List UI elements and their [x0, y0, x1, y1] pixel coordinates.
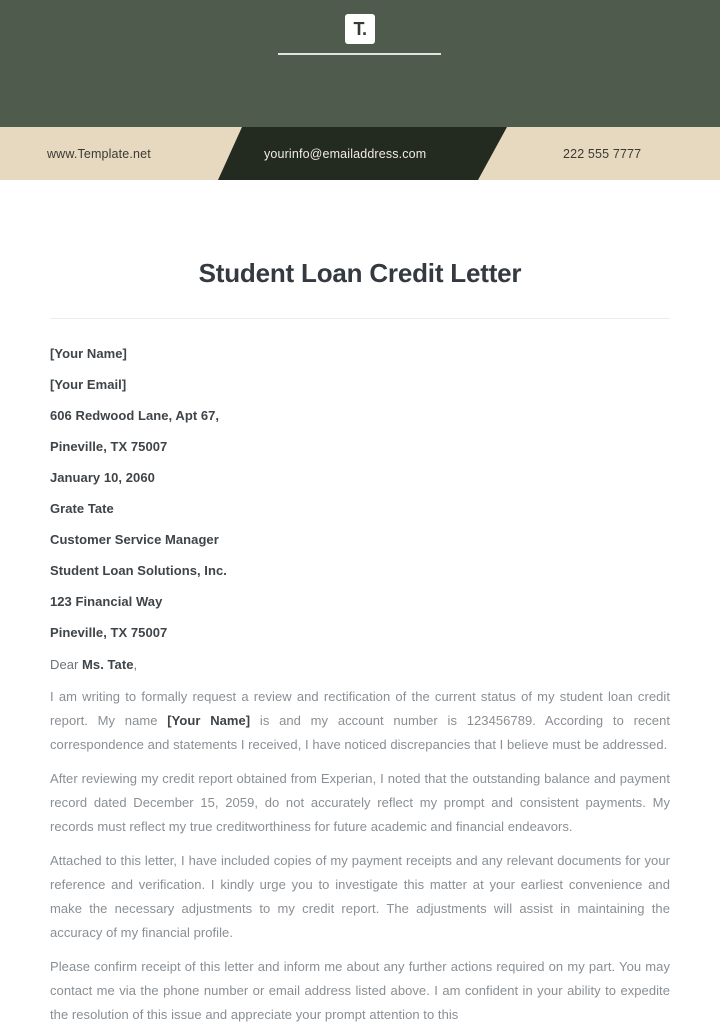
logo-glyph: T.	[353, 18, 367, 39]
page-title: Student Loan Credit Letter	[198, 258, 522, 288]
body-paragraph-1	[50, 685, 670, 757]
body-paragraph-2: After reviewing my credit report obtained from Experian, I noted that the outstanding balance and payment record dated December 15, 2059, do not accurately reflect my prompt and consistent payments. My records must reflect my true creditworthiness for future academic and financial endeavors.	[50, 771, 670, 834]
contact-strip	[0, 127, 720, 180]
document-header	[0, 0, 720, 127]
contact-website[interactable]: www.Template.net	[47, 146, 151, 161]
contact-email[interactable]: yourinfo@emailaddress.com	[264, 146, 427, 161]
template-logo-icon	[345, 14, 375, 44]
salutation-recipient: Ms. Tate	[82, 657, 134, 672]
address-line: Customer Service Manager	[50, 532, 219, 547]
salutation-suffix: ,	[133, 657, 138, 672]
address-line: [Your Email]	[50, 377, 127, 392]
paragraph-1-text-b: is and my account number is 123456789. According to recent correspondence and statements I received, I have noticed discrepancies that I believe must be addressed.	[50, 713, 671, 752]
body-paragraph-3: Attached to this letter, I have included copies of my payment receipts and any relevant documents for your reference and verification. I kindly urge you to investigate this matter at your earliest convenience and make the necessary adjustments to my credit report. The adjustments will assist in maintaining the accuracy of my financial profile.	[50, 853, 670, 940]
contact-phone[interactable]: 222 555 7777	[563, 146, 642, 161]
body-paragraph-4: Please confirm receipt of this letter and inform me about any further actions required on my part. You may contact me via the phone number or email address listed above. I am confident in your ability to expedite the resolution of this issue and appreciate your prompt attention to this	[50, 959, 670, 1022]
paragraph-1-placeholder-name: [Your Name]	[167, 713, 251, 728]
address-line: Pineville, TX 75007	[50, 625, 168, 640]
address-line: [Your Name]	[50, 346, 127, 361]
paragraph-1-text-a: I am writing to formally request a review and rectification of the current status of my student loan credit report. My name	[50, 689, 670, 728]
address-line: Pineville, TX 75007	[50, 439, 168, 454]
title-divider	[50, 318, 670, 319]
address-line: 123 Financial Way	[50, 594, 163, 609]
header-divider-rule	[278, 53, 441, 55]
address-line: Student Loan Solutions, Inc.	[50, 563, 227, 578]
letter-body	[0, 258, 720, 1027]
address-line: 606 Redwood Lane, Apt 67,	[50, 408, 220, 423]
address-block	[50, 347, 670, 639]
salutation	[50, 657, 670, 672]
salutation-prefix: Dear	[50, 657, 83, 672]
address-line: Grate Tate	[50, 501, 114, 516]
address-line: January 10, 2060	[50, 470, 155, 485]
